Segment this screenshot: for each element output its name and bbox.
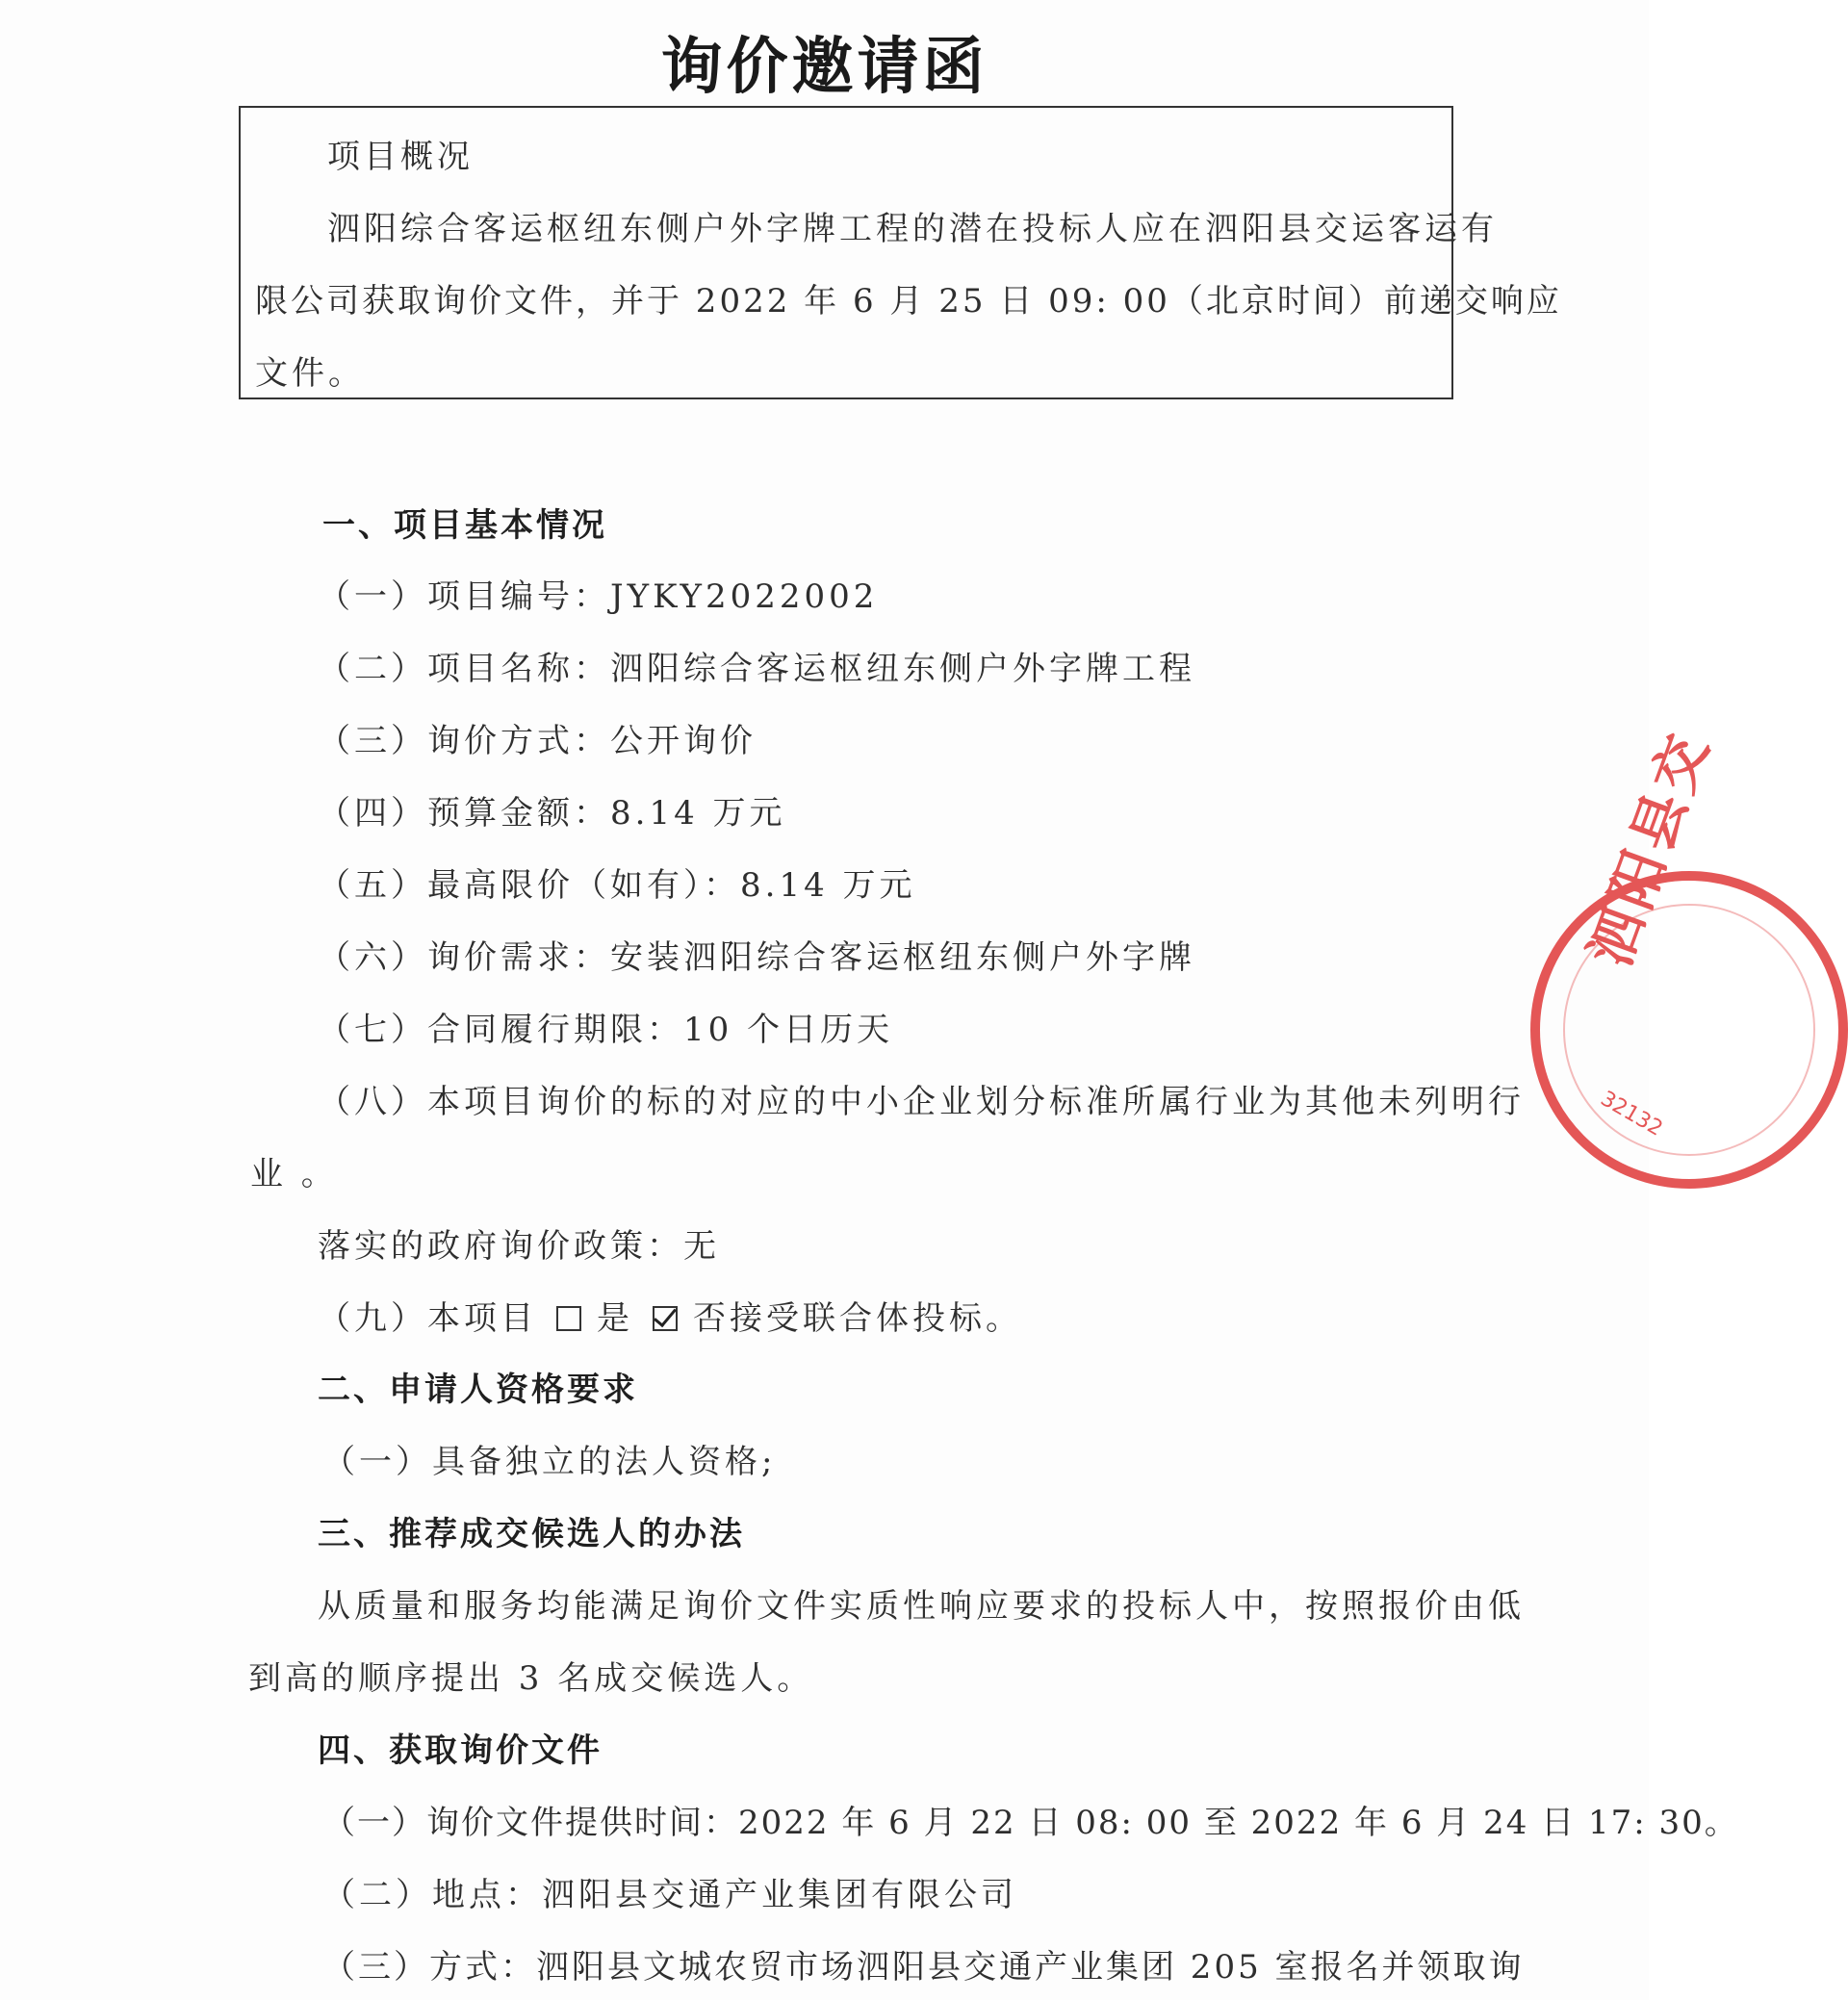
seal-code: 32132: [1596, 1087, 1667, 1141]
section-1-item-3: （三）询价方式：公开询价: [318, 722, 757, 760]
item-9-no-label: 否接受联合体投标。: [693, 1299, 1022, 1338]
section-4-heading: 四、获取询价文件: [318, 1731, 603, 1770]
section-3-line-1: 从质量和服务均能满足询价文件实质性响应要求的投标人中，按照报价由低: [318, 1587, 1525, 1626]
item-9-prefix: （九）本项目: [318, 1299, 537, 1338]
overview-line-1: 泗阳综合客运枢纽东侧户外字牌工程的潜在投标人应在泗阳县交运客运有: [327, 210, 1498, 248]
section-1-item-6: （六）询价需求：安装泗阳综合客运枢纽东侧户外字牌: [318, 938, 1195, 977]
no-checkbox-checked: [653, 1306, 678, 1331]
section-1-item-2: （二）项目名称：泗阳综合客运枢纽东侧户外字牌工程: [318, 650, 1195, 688]
overview-line-3: 文件。: [255, 354, 365, 393]
section-2-heading: 二、申请人资格要求: [318, 1371, 638, 1409]
section-1-item-4: （四）预算金额：8.14 万元: [318, 794, 786, 833]
section-1-item-7: （七）合同履行期限：10 个日历天: [318, 1011, 894, 1049]
yes-checkbox: [556, 1306, 581, 1331]
section-4-item-3: （三）方式：泗阳县文城农贸市场泗阳县交通产业集团 205 室报名并领取询: [322, 1948, 1525, 1987]
overview-line-2: 限公司获取询价文件，并于 2022 年 6 月 25 日 09: 00（北京时间）前递交响应: [255, 282, 1562, 321]
overview-heading: 项目概况: [327, 138, 474, 176]
section-1-item-9: [318, 1292, 1022, 1339]
section-1-heading: 一、项目基本情况: [322, 506, 607, 545]
item-9-yes-label: 是: [597, 1299, 633, 1338]
section-1-item-5: （五）最高限价（如有）：8.14 万元: [318, 866, 916, 905]
section-4-item-1: （一）询价文件提供时间：2022 年 6 月 22 日 08: 00 至 2022 年 6 月 24 日 17: 30。: [322, 1804, 1739, 1842]
policy-line: 落实的政府询价政策：无: [318, 1227, 720, 1266]
seal-text: 泗阳县交: [1577, 720, 1723, 975]
official-seal: [1530, 720, 1848, 1189]
section-2-item-1: （一）具备独立的法人资格;: [322, 1443, 777, 1481]
document-title: 询价邀请函: [660, 32, 988, 103]
section-1-item-8: （八）本项目询价的标的对应的中小企业划分标准所属行业为其他未列明行: [318, 1083, 1525, 1121]
section-4-item-2: （二）地点：泗阳县交通产业集团有限公司: [322, 1876, 1017, 1914]
section-3-heading: 三、推荐成交候选人的办法: [318, 1515, 745, 1553]
section-3-line-2: 到高的顺序提出 3 名成交候选人。: [248, 1659, 814, 1698]
section-1-item-1: （一）项目编号：JYKY2022002: [318, 577, 879, 616]
section-1-item-8-continued: 业 。: [250, 1155, 338, 1193]
